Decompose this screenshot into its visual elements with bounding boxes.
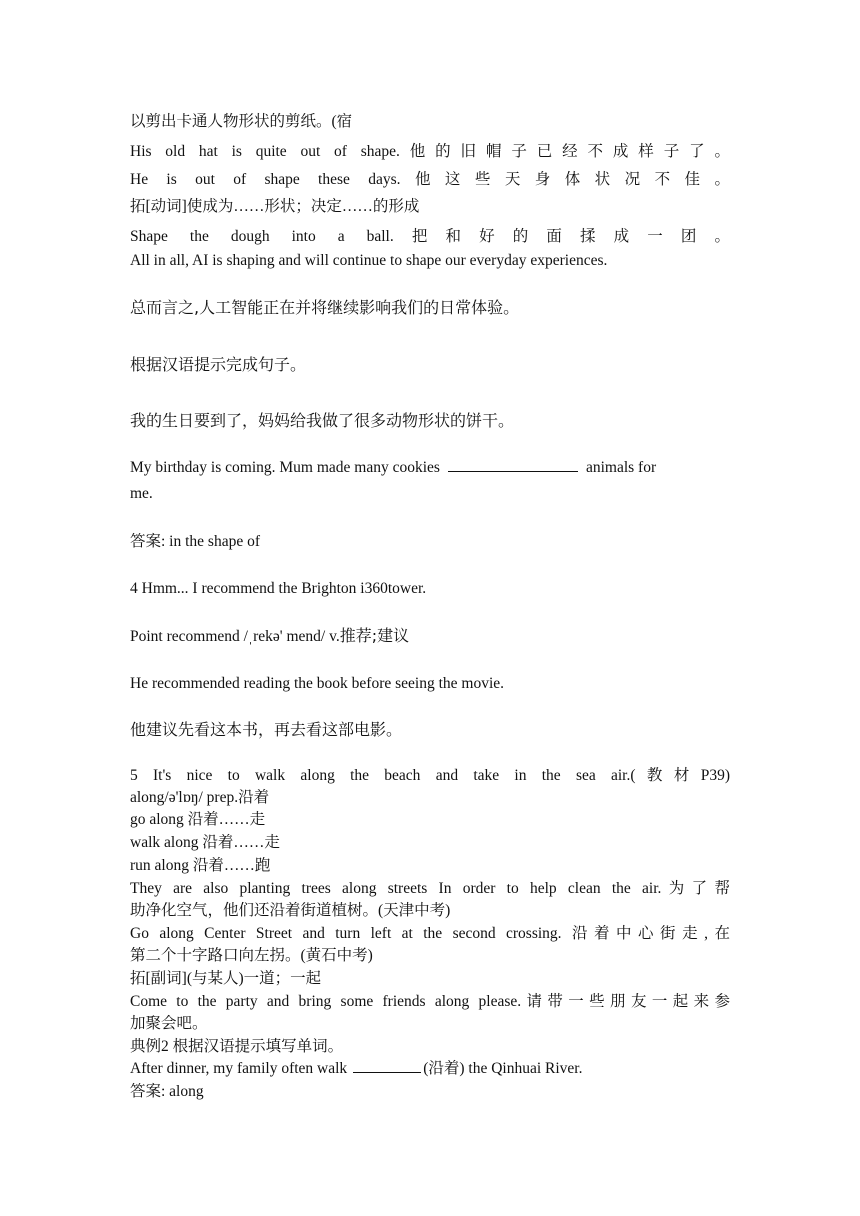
text-line: along/ə'lɒŋ/ prep.沿着 <box>130 789 270 806</box>
text-line: Go along Center Street and turn left at the second crossing. 沿着中心街走,在 <box>130 925 730 942</box>
vocab-pronunciation: Point recommend /ˌrekə' mend/ v. <box>130 628 340 645</box>
text-line: 拓[动词]使成为……形状；决定……的形成 <box>130 198 420 215</box>
text-line: run along 沿着……跑 <box>130 857 271 874</box>
text-line: walk along 沿着……走 <box>130 834 280 851</box>
text-line: They are also planting trees along streets In order to help clean the air.为了帮 <box>130 880 730 897</box>
text-line: 助净化空气，他们还沿着街道植树。(天津中考) <box>130 902 451 919</box>
text-line: 拓[副词](与某人)一道；一起 <box>130 970 322 987</box>
text-line: 5 It's nice to walk along the beach and take in the sea air.(教材P39) <box>130 767 730 784</box>
text-line: He is out of shape these days.他这些天身体状况不佳。 <box>130 171 730 188</box>
answer-line: 答案: along <box>130 1083 204 1100</box>
text-line: His old hat is quite out of shape.他的旧帽子已经不成样子了。 <box>130 143 730 160</box>
text-line: All in all, AI is shaping and will continue to shape our everyday experiences. <box>130 252 608 269</box>
text-line: He recommended reading the book before seeing the movie. <box>130 675 505 692</box>
fill-in-sentence <box>130 455 720 507</box>
sentence-end: (沿着) the Qinhuai River. <box>423 1060 583 1077</box>
sentence-tail: me. <box>130 485 153 502</box>
translation-line: 他建议先看这本书，再去看这部电影。 <box>130 720 403 739</box>
sentence-end: animals for <box>585 459 657 476</box>
section-heading: 根据汉语提示完成句子。 <box>130 355 307 374</box>
text-line: 以剪出卡通人物形状的剪纸。(宿 <box>130 113 353 130</box>
answer-blank <box>448 457 578 472</box>
sentence-start: My birthday is coming. Mum made many cookies <box>130 459 440 476</box>
fill-in-sentence <box>130 1058 730 1080</box>
text-line: 第二个十字路口向左拐。(黄石中考) <box>130 947 373 964</box>
answer-text: 答案: in the shape of <box>130 533 261 550</box>
vocab-point <box>130 625 730 648</box>
text-line: go along 沿着……走 <box>130 811 266 828</box>
question-prompt: 我的生日要到了，妈妈给我做了很多动物形状的饼干。 <box>130 411 515 430</box>
sentence-start: After dinner, my family often walk <box>130 1060 348 1077</box>
text-line: Come to the party and bring some friends along please.请带一些朋友一起来参 <box>130 993 730 1010</box>
text-line: 4 Hmm... I recommend the Brighton i360tower. <box>130 580 427 597</box>
text-line: 典例2 根据汉语提示填写单词。 <box>130 1038 344 1055</box>
text-line: 加聚会吧。 <box>130 1015 208 1032</box>
vocab-meaning: 推荐;建议 <box>339 626 410 645</box>
translation-line: 总而言之,人工智能正在并将继续影响我们的日常体验。 <box>130 298 520 317</box>
answer-blank <box>353 1058 421 1073</box>
answer-line <box>130 531 730 553</box>
text-line: Shape the dough into a ball.把和好的面揉成一团。 <box>130 228 730 245</box>
